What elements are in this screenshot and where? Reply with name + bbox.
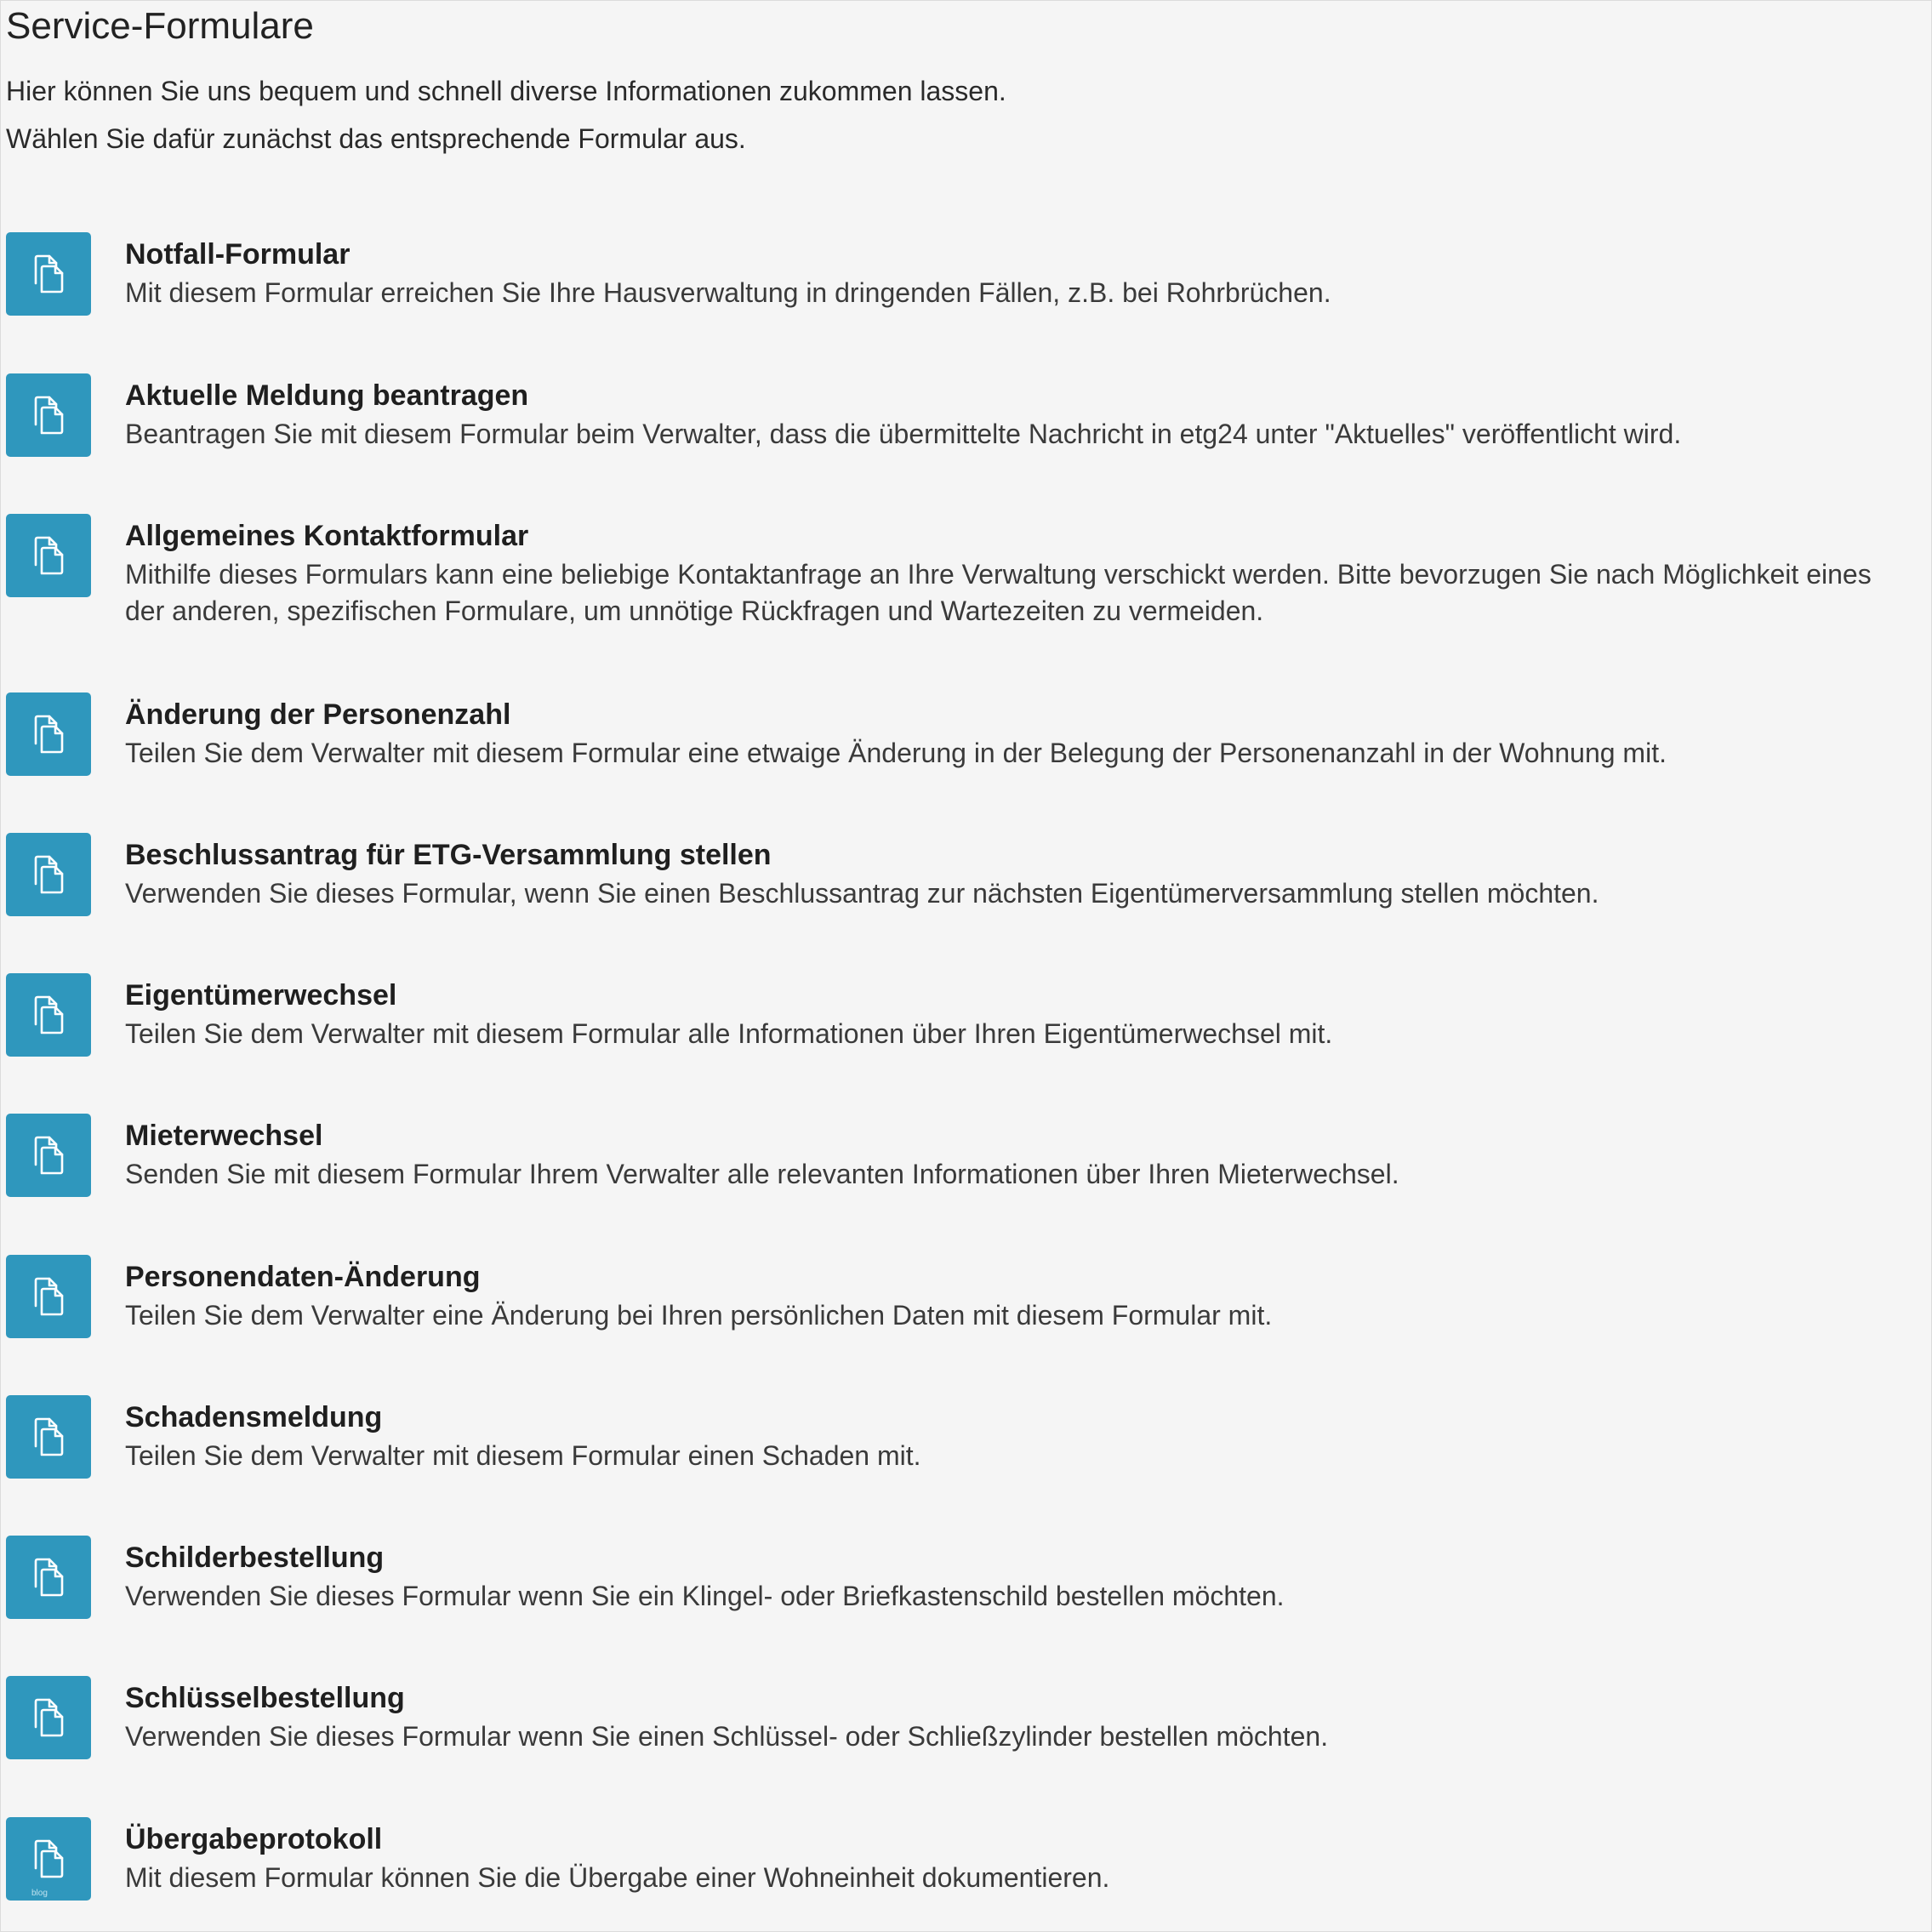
document-copy-icon[interactable] [6,1536,91,1619]
form-title[interactable]: Personendaten-Änderung [125,1261,481,1293]
form-description: Beantragen Sie mit diesem Formular beim Verwalter, dass die übermittelte Nachricht in etg24 unter "Aktuelles" veröffentlicht wird. [125,419,1682,449]
form-description: Teilen Sie dem Verwalter mit diesem Formular alle Informationen über Ihren Eigentümerwechsel mit. [125,1018,1333,1049]
form-title[interactable]: Beschlussantrag für ETG-Versammlung stellen [125,839,772,871]
form-title[interactable]: Mieterwechsel [125,1120,323,1152]
form-title[interactable]: Änderung der Personenzahl [125,698,511,731]
form-description: Teilen Sie dem Verwalter mit diesem Formular eine etwaige Änderung in der Belegung der Personenanzahl in der Wohnung mit. [125,738,1667,768]
form-description: Teilen Sie dem Verwalter mit diesem Formular einen Schaden mit. [125,1440,921,1471]
document-copy-icon[interactable] [6,1255,91,1338]
document-copy-icon[interactable] [6,1817,91,1901]
form-title[interactable]: Allgemeines Kontaktformular [125,520,529,552]
document-copy-icon[interactable] [6,1395,91,1479]
document-copy-icon[interactable] [6,833,91,916]
document-copy-icon[interactable] [6,514,91,597]
form-description: Verwenden Sie dieses Formular, wenn Sie einen Beschlussantrag zur nächsten Eigentümerversammlung stellen möchten. [125,878,1599,909]
form-description: Mithilfe dieses Formulars kann eine beliebige Kontaktanfrage an Ihre Verwaltung verschickt werden. Bitte bevorzugen Sie nach Möglichkeit eines der anderen, spezifischen Formulare, um unnötige Rückfragen und Wartezeiten zu vermeiden. [125,559,1872,626]
document-copy-icon[interactable] [6,973,91,1057]
form-description: Verwenden Sie dieses Formular wenn Sie einen Schlüssel- oder Schließzylinder bestellen möchten. [125,1721,1329,1752]
document-copy-icon[interactable] [6,373,91,457]
form-title[interactable]: Schilderbestellung [125,1542,385,1574]
document-copy-icon[interactable] [6,232,91,316]
form-title[interactable]: Eigentümerwechsel [125,979,397,1012]
document-copy-icon[interactable] [6,692,91,776]
document-copy-icon[interactable] [6,1114,91,1197]
blog-badge: blog [31,1889,48,1898]
form-description: Mit diesem Formular können Sie die Übergabe einer Wohneinheit dokumentieren. [125,1862,1110,1893]
form-title[interactable]: Schlüsselbestellung [125,1682,405,1714]
form-title[interactable]: Aktuelle Meldung beantragen [125,379,529,412]
page-title: Service-Formulare [6,5,314,47]
form-description: Teilen Sie dem Verwalter eine Änderung bei Ihren persönlichen Daten mit diesem Formular mit. [125,1300,1273,1331]
intro-text-line-1: Hier können Sie uns bequem und schnell diverse Informationen zukommen lassen. [6,76,1006,106]
form-title[interactable]: Übergabeprotokoll [125,1823,383,1855]
intro-text-line-2: Wählen Sie dafür zunächst das entsprechende Formular aus. [6,123,746,154]
form-title[interactable]: Schadensmeldung [125,1401,383,1433]
form-description: Mit diesem Formular erreichen Sie Ihre Hausverwaltung in dringenden Fällen, z.B. bei Rohrbrüchen. [125,277,1331,308]
document-copy-icon[interactable] [6,1676,91,1759]
form-description: Senden Sie mit diesem Formular Ihrem Verwalter alle relevanten Informationen über Ihren Mieterwechsel. [125,1159,1399,1189]
form-description: Verwenden Sie dieses Formular wenn Sie ein Klingel- oder Briefkastenschild bestellen möchten. [125,1581,1285,1611]
form-title[interactable]: Notfall-Formular [125,238,350,271]
